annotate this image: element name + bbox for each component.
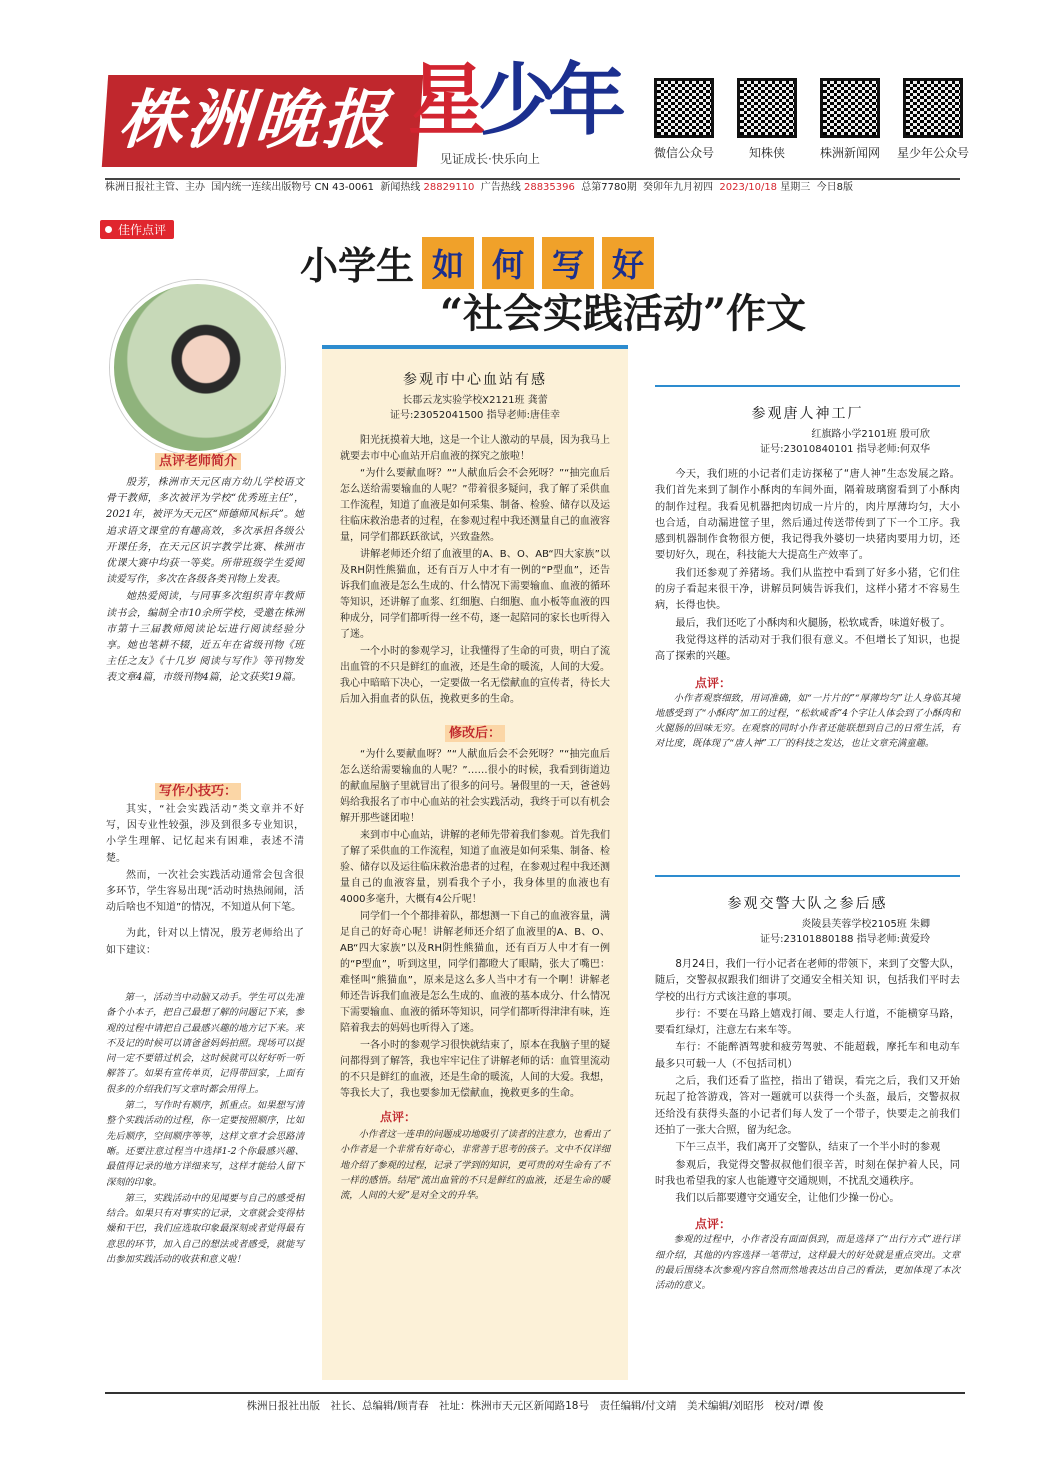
- info-bar: [105, 178, 960, 196]
- qr-label: 知株侠: [748, 146, 785, 160]
- essay1-cert: 证号:23052041500 指导老师:唐佳幸: [390, 410, 560, 421]
- qr-label: 株洲新闻网: [819, 146, 880, 160]
- teacher-photo: [110, 280, 285, 455]
- weekday: 星期三: [780, 182, 811, 193]
- essay2-body: [655, 467, 960, 666]
- essay2-para: 最后，我们还吃了小酥肉和火腿肠，松软咸香，味道好极了。: [675, 617, 951, 629]
- essay1-revised-para: 来到市中心血站，讲解的老师先带着我们参观。首先我们了解了采供血的工作流程，知道了血液是如何采集、制备、检验、储存以及运往临床救治患者的过程，在参观过程中我还测量自己的血液容量，别看我个子小，我身体里的血液也有4000多毫升，大概有4公斤呢！: [340, 830, 610, 905]
- tips-label: [155, 780, 241, 799]
- essay3-para: 参观后，我觉得交警叔叔他们很辛苦，时刻在保护着人民，同时我也希望我的家人也能遵守交通规则，不扰乱交通秩序。: [655, 1159, 960, 1187]
- qr-label: 星少年公众号: [896, 146, 969, 160]
- essay2-school: 红旗路小学2101班 殷可欣: [811, 429, 930, 440]
- essay2-rule: [655, 385, 960, 387]
- headline-highlight-char: 何: [482, 237, 534, 289]
- ad-hotline-label: 广告热线: [480, 182, 521, 193]
- lunar-date: 癸卯年九月初四: [643, 182, 714, 193]
- revised-label-text: 修改后：: [445, 725, 505, 742]
- qr-code-icon: [654, 78, 714, 138]
- essay3-para: 8月24日，我们一行小记者在老师的带领下，来到了交警大队，随后，交警叔叔跟我们细讲了交通安全相关知 识，包括我们平时去学校的出行方式该注意的事项。: [655, 959, 960, 1003]
- tips-label-text: 写作小技巧：: [155, 783, 241, 800]
- date: 2023/10/18: [719, 182, 778, 193]
- tips-p2: 然而，一次社会实践活动通常会包含很多环节，学生容易出现“活动时热热闹闹，活动后啥也不知道”的情况，不知道从何下笔。: [106, 869, 304, 914]
- qr-item[interactable]: [816, 78, 884, 161]
- qr-code-icon: [737, 78, 797, 138]
- tips-p3: 为此，针对以上情况，殷芳老师给出了如下建议：: [106, 928, 304, 956]
- essay3-school: 炎陵县芙蓉学校2105班 朱卿: [801, 919, 930, 930]
- qr-code-row: [650, 78, 967, 161]
- essay2-para: 我觉得这样的活动对于我们很有意义。不但增长了知识，也提高了探索的兴趣。: [655, 634, 960, 663]
- essay3-para: 之后，我们还看了监控，指出了错误，看完之后，我们又开始玩起了抢答游戏，答对一题就可以获得一个头盔，最后，交警叔叔还给没有获得头盔的小记者们每人发了一个带子，快要走之前我们还拍了一张大合照，留为纪念。: [655, 1076, 960, 1136]
- essay1-original: [340, 433, 610, 708]
- essay1-comment: [340, 1127, 610, 1203]
- qr-item[interactable]: [650, 78, 718, 161]
- essay2-cert: 证号:23010840101 指导老师:何双华: [760, 444, 930, 455]
- tips-p1: 其实，“社会实践活动”类文章并不好写，因专业性较强，涉及到很多专业知识，小学生理解、记忆起来有困难，表述不清楚。: [106, 804, 304, 864]
- essay3-title: 参观交警大队之参后感: [727, 896, 888, 912]
- essay1-para: “为什么要献血呀？”“人献血后会不会死呀？”“抽完血后怎么送给需要输血的人呢？”带着很多疑问，我了解了采供血工作流程，知道了血液是如何采集、制备、检验、储存以及运往临床救治患者的过程，在参观过程中我还测量自己的血液容量，同学们都跃跃欲试，兴致盎然。: [340, 468, 610, 543]
- essay3-para: 下午三点半，我们离开了交警队，结束了一个半小时的参观: [675, 1142, 941, 1154]
- essay1-revised-para: 同学们一个个都排着队，都想测一下自己的血液容量，满足自己的好奇心呢！讲解老师还介绍了血液里的A、B、O、AB“四大家族”以及RH阴性熊猫血，还有百万人中才有一例的“P型血”，听到这里，同学们都瞪大了眼睛，张大了嘴巴：难怪叫“熊猫血”，原来是这么多人当中才有一个啊！讲解老师还告诉我们血液是怎么生成的、血液的基本成分、什么情况下需要输血、血液的循环等知识，同学们都听得津津有味，连陪着我去的妈妈也听得入了迷。: [340, 911, 610, 1034]
- tips-advice: [106, 990, 304, 1268]
- essay1-revised: [340, 747, 610, 1102]
- publisher: 株洲日报社主管、主办: [105, 182, 205, 193]
- tips-p5: 第二，写作时有顺序，抓重点。如果想写清整个实践活动的过程，你一定要按照顺序，比如先后顺序，空间顺序等等，这样文章才会思路清晰。还要注意过程当中选择1-2个你最感兴趣、最值得记录的地方详细来写，这样才能给人留下深刻的印象。: [106, 1100, 304, 1188]
- essay3-comment: [655, 1232, 960, 1293]
- essay1-comment-text: 小作者这一连串的问题成功地吸引了读者的注意力，也看出了小作者是一个非常有好奇心，非常善于思考的孩子。文中不仅详细地介绍了参观的过程，记录了学到的知识，更可贵的对生命有了不一样的感悟。结尾“流出血管的不只是鲜红的血液，还是生命的暖流，人间的大爱”是对全文的升华。: [340, 1129, 610, 1202]
- essay1-revised-para: 一各小时的参观学习很快就结束了，原本在我脑子里的疑问都得到了解答，我也牢牢记住了讲解老师的话：血管里流动的不只是鲜红的血液，还是生命的暖流，人间的大爱。我想，等我长大了，我也要参加无偿献血，挽救更多的生命。: [340, 1040, 610, 1099]
- headline-highlight-char: 好: [602, 237, 654, 289]
- essay2-comment-text: 小作者观察细致，用词准确，如“一片片的”“厚薄均匀”让人身临其境地感受到了“小酥肉”加工的过程，“松软咸香”4个字让人体会到了小酥肉和火腿肠的回味无穷。在观察的同时小作者还能联想到自己的日常生活，有对比度，既体现了“唐人神”工厂的科技之发达，也让文章充满童趣。: [655, 692, 960, 750]
- essay2-para: 我们还参观了养猪场。我们从监控中看到了好多小猪，它们住的房子看起来很干净，讲解员阿姨告诉我们，这样小猪才不容易生病，长得也快。: [655, 567, 960, 612]
- news-hotline-label: 新闻热线: [380, 182, 421, 193]
- essay2-para: 今天，我们班的小记者们走访探秘了“唐人神”生态发展之路。我们首先来到了制作小酥肉的车间外面，隔着玻璃窗看到了小酥肉的制作过程。我看见机器把肉切成一片片的，肉片厚薄均匀，大小也合适，自动漏进筐子里，然后通过传送带传到了下一个工序。我感到机器制作食物很方便，我记得我外婆切一块猪肉要用力切，还要切好久，现在，科技能大大提高生产效率了。: [655, 469, 960, 562]
- essay3-comment-text: 参观的过程中，小作者没有面面俱到，而是选择了“出行方式”进行详细介绍，其他的内容选择一笔带过，这样最大的好处就是重点突出。文章的最后围绕本次参观内容自然而然地表达出自己的看法，更加体现了本次活动的意义。: [655, 1234, 960, 1292]
- footer: 株洲日报社出版 社长、总编辑/顾青春 社址：株洲市天元区新闻路18号 责任编辑/付文靖 美术编辑/刘昭彤 校对/谭 俊: [105, 1392, 965, 1413]
- essay3-para: 步行：不要在马路上嬉戏打闹、要走人行道，不能横穿马路，要看红绿灯，注意左右来车等。: [655, 1008, 960, 1037]
- qr-label: 微信公众号: [653, 146, 714, 160]
- essay3-para: 车行：不能醉酒驾驶和疲劳驾驶、不能超载，摩托车和电动车最多只可载一人（不包括司机）: [655, 1042, 960, 1070]
- qr-item[interactable]: [733, 78, 801, 161]
- qr-code-icon: [903, 78, 963, 138]
- essay2-comment: [655, 691, 960, 752]
- issn: 国内统一连续出版物号 CN 43-0061: [211, 182, 374, 193]
- page-count: 今日8版: [816, 182, 853, 193]
- essay1-comment-label: 点评：: [380, 1110, 417, 1124]
- essay1-para: 讲解老师还介绍了血液里的A、B、O、AB“四大家族”以及RH阴性熊猫血，还有百万人中才有一例的“P型血”，还告诉我们血液是怎么生成的、什么情况下需要输血、血液的循环等知识，还讲解了血浆、红细胞、白细胞、血小板等血液的四种成分，同学们都听得一丝不苟，逐一起陪同的家长也听得入了迷。: [340, 549, 610, 640]
- essay1-revised-para: “为什么要献血呀？”“人献血后会不会死呀？”“抽完血后怎么送给需要输血的人呢？”……很小的时候，我看到街道边的献血屋脑子里就冒出了很多的问号。暑假里的一天，爸爸妈妈给我报名了市中心血站的社会实践活动，我终于可以有机会解开那些谜团啦！: [340, 749, 610, 824]
- headline-highlight-char: 如: [422, 237, 474, 289]
- teacher-bio: [106, 475, 304, 688]
- essay3-comment-label: 点评：: [695, 1217, 732, 1232]
- essay3-body: [655, 957, 960, 1207]
- essay1-para: 一个小时的参观学习，让我懂得了生命的可贵，明白了流出血管的不只是鲜红的血液，还是生命的暖流，人间的大爱。我心中暗暗下决心，一定要做一名无偿献血的宣传者，待长大后加入捐血者的队伍，挽救更多的生命。: [340, 646, 610, 705]
- news-hotline: 28829110: [423, 182, 475, 193]
- essay2-block: [655, 385, 960, 753]
- essay3-cert: 证号:23101880188 指导老师:黄爱玲: [760, 934, 930, 945]
- section-tag: 佳作点评: [100, 220, 174, 239]
- qr-item[interactable]: [896, 78, 969, 161]
- essay2-comment-label: 点评：: [695, 675, 732, 690]
- qr-code-icon: [820, 78, 880, 138]
- essay3-rule: [655, 875, 960, 877]
- masthead-title: 株洲晚报: [102, 75, 423, 167]
- headline-highlight-char: 写: [542, 237, 594, 289]
- essay1-school: 长郡云龙实验学校X2121班 龚蕾: [402, 395, 548, 406]
- issue-number: 总第7780期: [581, 182, 637, 193]
- essay2-title: 参观唐人神工厂: [751, 406, 864, 422]
- tips-intro: [106, 802, 304, 960]
- essay1-para: 阳光抚摸着大地，这是一个让人激动的早晨，因为我马上就要去市中心血站开启血液的探究之旅啦！: [340, 435, 610, 462]
- essay3-para: 我们以后都要遵守交通安全，让他们少操一份心。: [675, 1193, 900, 1205]
- essay3-block: [655, 875, 960, 1295]
- teacher-label-text: 点评老师简介: [155, 453, 241, 470]
- star-youth-logo: 星少年: [408, 55, 619, 146]
- essay1-panel: [322, 345, 628, 1380]
- essay1-title: 参观市中心血站有感: [403, 372, 547, 388]
- teacher-bio-p2: 她热爱阅读，与同事多次组织青年教师读书会，编制全市10余所学校，受邀在株洲市第十三届教师阅读论坛进行阅读经验分享。她也笔耕不辍，近五年在省级刊物《班主任之友》《十几岁 阅读与写作》等刊物发表文章4篇，市级刊物4篇，论文获奖19篇。: [106, 591, 304, 684]
- tips-p6: 第三，实践活动中的见闻要与自己的感受相结合。如果只有对事实的记录，文章就会变得枯燥和干巴，我们应选取印象最深刻或者觉得最有意思的环节，加入自己的想法或者感受，就能写出参加实践活动的收获和意义啦！: [106, 1192, 304, 1266]
- teacher-label: [155, 450, 241, 469]
- teacher-bio-p1: 殷芳，株洲市天元区南方幼儿学校语文骨干教师，多次被评为学校“优秀班主任”，2021年，被评为天元区“师德师风标兵”。她追求语文课堂的有趣高效，多次承担各级公开课任务，在天元区识字教学比赛、株洲市优课大赛中均获一等奖。所带班级学生爱阅读爱写作，多次在各级各类刊物上发表。: [106, 477, 304, 586]
- ad-hotline: 28835396: [523, 182, 575, 193]
- revised-label: [340, 722, 610, 741]
- headline-line2: “社会实践活动”作文: [440, 290, 807, 337]
- headline-prefix: 小学生: [300, 243, 415, 288]
- slogan: 见证成长·快乐向上: [440, 152, 540, 166]
- tips-p4: 第一，活动当中动脑又动手。学生可以先准备个小本子，把自己最想了解的问题记下来，参观的过程中请把自己最感兴趣的地方记下来。来不及记的时候可以请爸爸妈妈拍照。现场可以提问一定不要错过机会，这时候就可以好好听一听解答了。如果有宣传单页，记得带回家，上面有很多的介绍我们写文章时都会用得上。: [106, 992, 304, 1095]
